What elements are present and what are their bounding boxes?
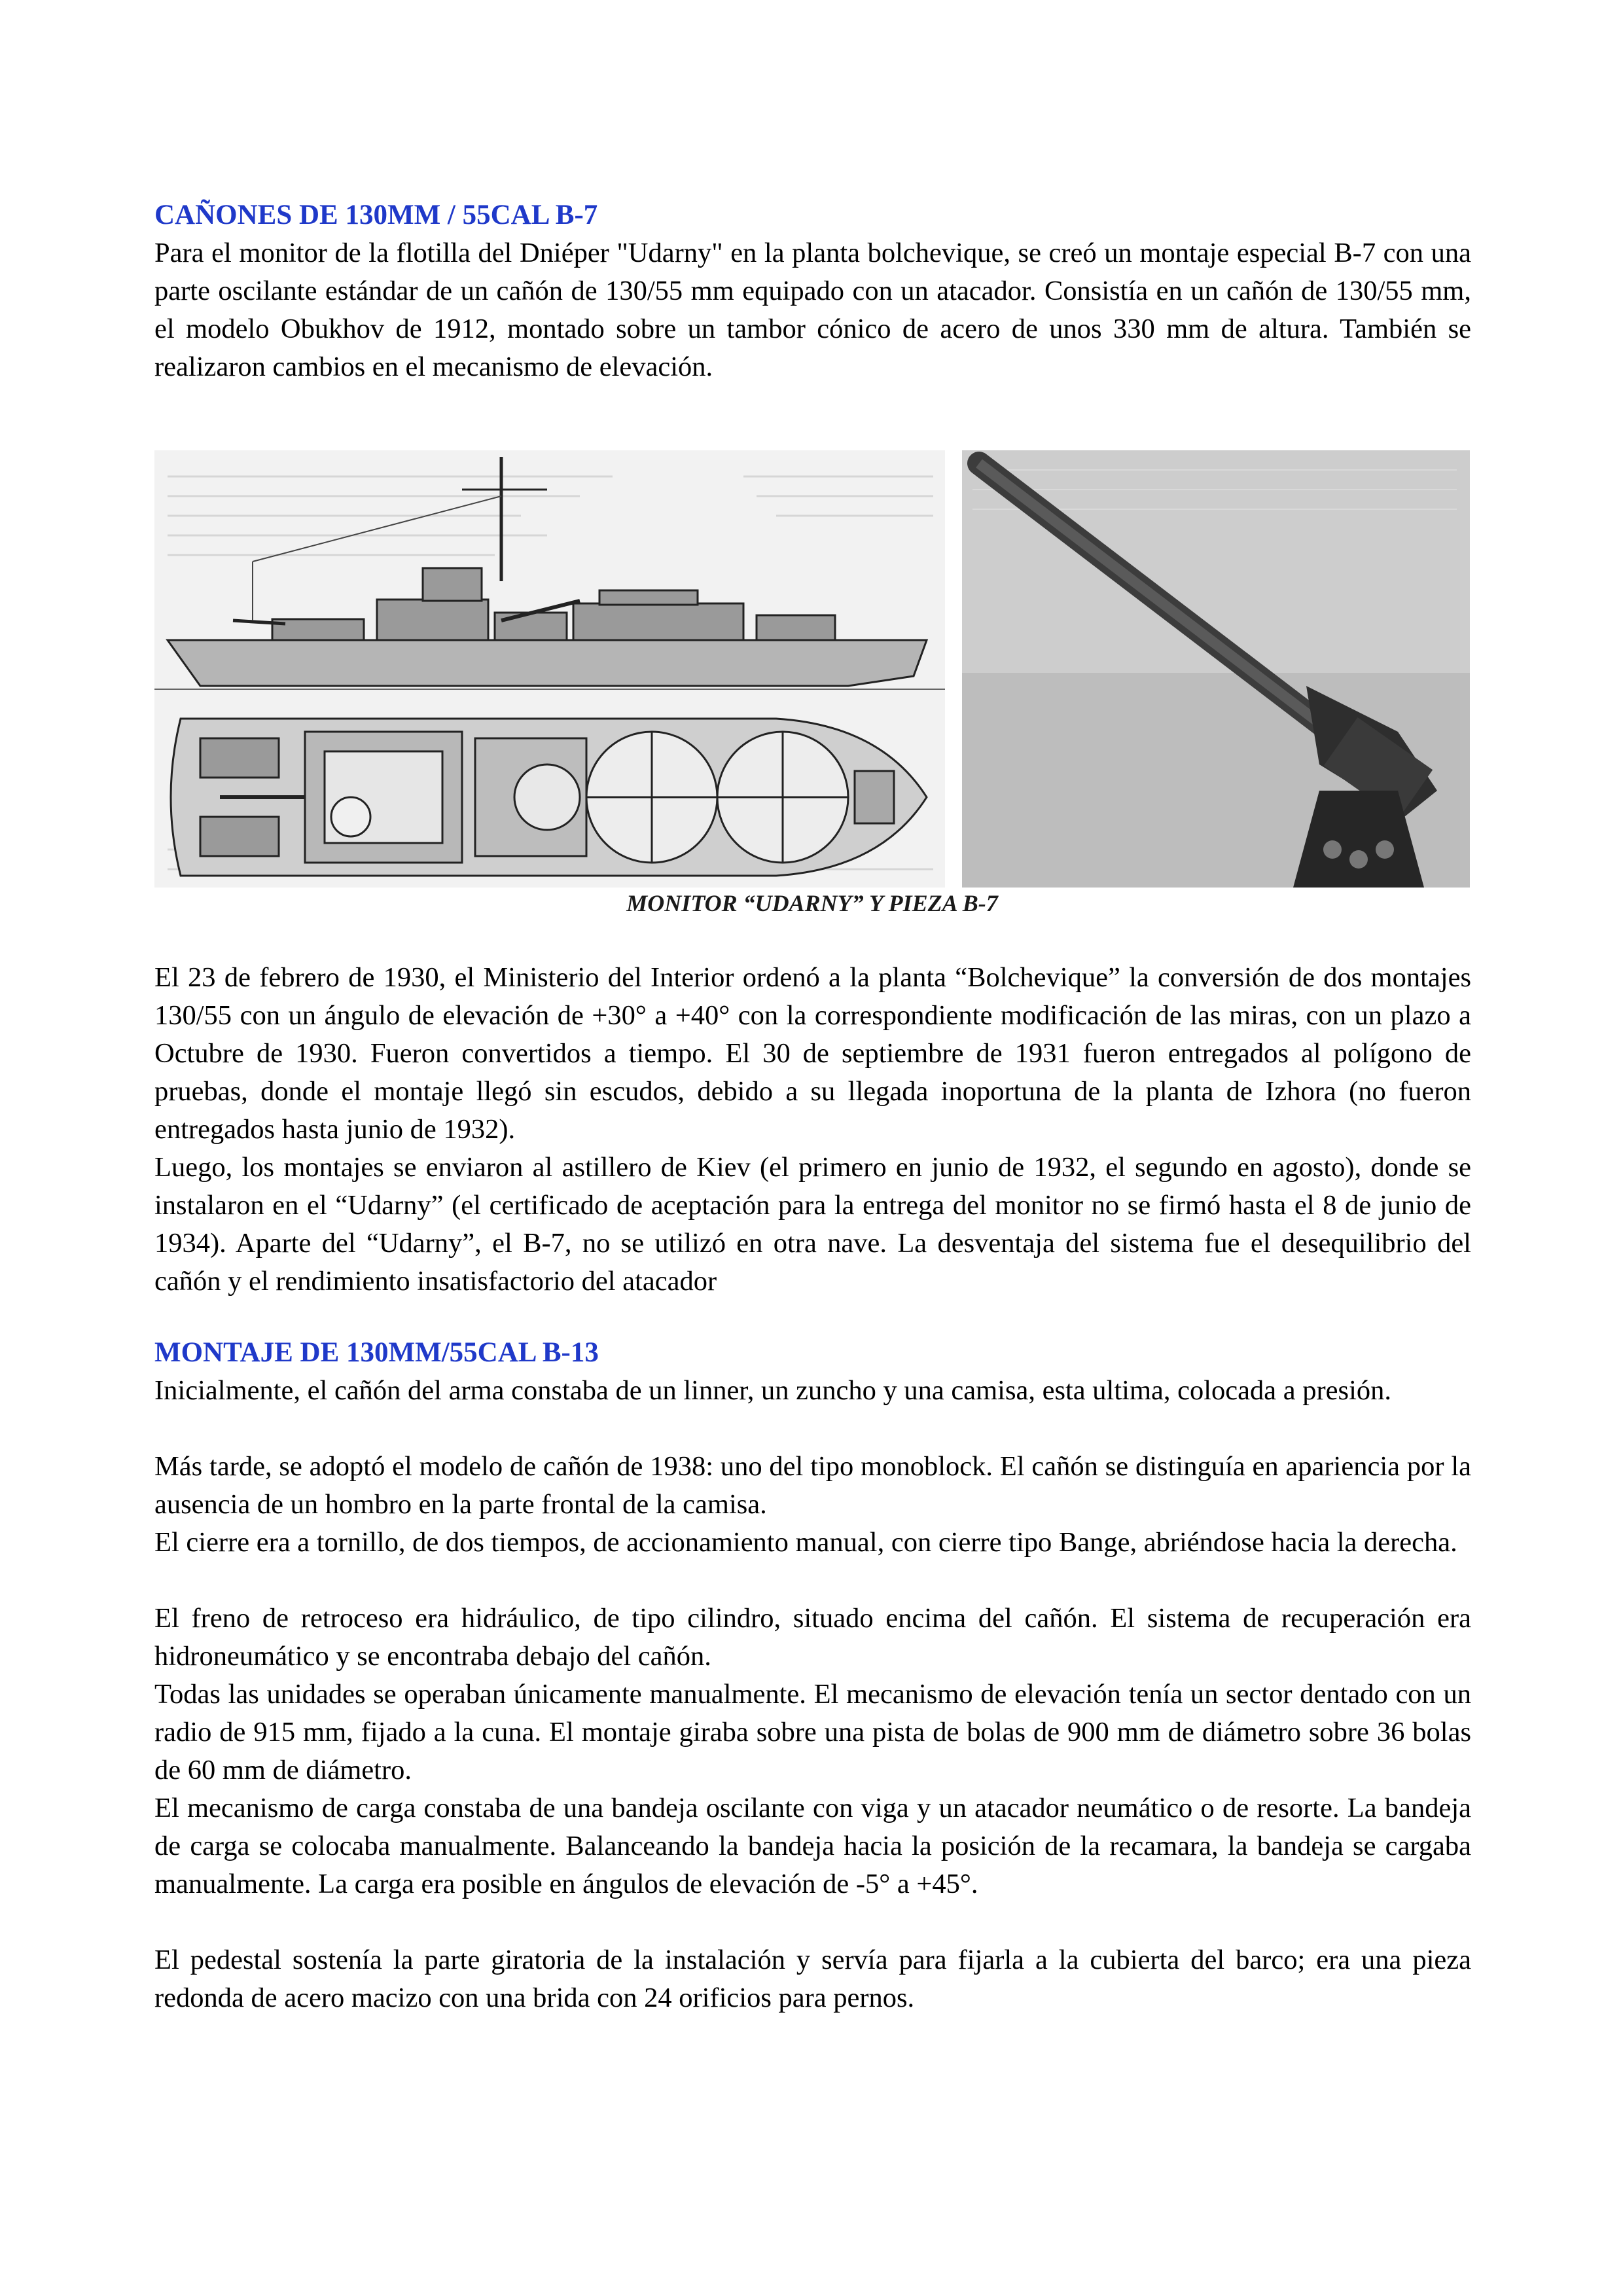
b13-paragraph-6: El mecanismo de carga constaba de una bandeja oscilante con viga y un atacador neumático o de resorte. La bandeja de carga se colocaba manualmente. Balanceando la bandeja hacia la posición de la recamara, la bandeja se cargaba manualmente. La carga era posible en ángulos de elevación de -5° a +45°. bbox=[154, 1793, 1471, 1899]
paragraph-kiev: Luego, los montajes se enviaron al astillero de Kiev (el primero en junio de 1932, el segundo en agosto), donde se instalaron en el “Udarny” (el certificado de aceptación para la entrega del monitor no se firmó hasta el 8 de junio de 1934). Aparte del “Udarny”, el B-7, no se utilizó en otra nave. La desventaja del sistema fue el desequilibrio del cañón y el rendimiento insatisfactorio del atacador bbox=[154, 1152, 1471, 1297]
intro-paragraph-b7: Para el monitor de la flotilla del Dniéper "Udarny" en la planta bolchevique, se creó un montaje especial B-7 con una parte oscilante estándar de un cañón de 130/55 mm equipado con un atacador. Consistía en un cañón de 130/55 mm, el modelo Obukhov de 1912, montado sobre un tambor cónico de acero de unos 330 mm de altura. También se realizaron cambios en el mecanismo de elevación. bbox=[154, 238, 1471, 382]
b13-paragraph-7: El pedestal sostenía la parte giratoria de la instalación y servía para fijarla a la cubierta del barco; era una pieza redonda de acero macizo con una brida con 24 orificios para pernos. bbox=[154, 1945, 1471, 2013]
figure-caption: MONITOR “UDARNY” Y PIEZA B-7 bbox=[626, 890, 998, 916]
figure-monitor-and-gun bbox=[154, 450, 1470, 888]
monitor-udarny-drawing bbox=[154, 450, 945, 888]
section-heading-b7: CAÑONES DE 130MM / 55CAL B-7 bbox=[154, 200, 598, 230]
paragraph-conversion: El 23 de febrero de 1930, el Ministerio del Interior ordenó a la planta “Bolchevique” la conversión de dos montajes 130/55 con un ángulo de elevación de +30° a +40° con la correspondiente modificación de las miras, con un plazo a Octubre de 1930. Fueron convertidos a tiempo. El 30 de septiembre de 1931 fueron entregados al polígono de pruebas, donde el montaje llegó sin escudos, debido a su llegada inoportuna de la planta de Izhora (no fueron entregados hasta junio de 1932). bbox=[154, 962, 1471, 1145]
section-heading-b13: MONTAJE DE 130MM/55CAL B-13 bbox=[154, 1337, 599, 1368]
b13-paragraph-3: El cierre era a tornillo, de dos tiempos, de accionamiento manual, con cierre tipo Bange, abriéndose hacia la derecha. bbox=[154, 1527, 1457, 1558]
b7-gun-photo bbox=[962, 450, 1470, 888]
b13-paragraph-5: Todas las unidades se operaban únicamente manualmente. El mecanismo de elevación tenía un sector dentado con un radio de 915 mm, fijado a la cuna. El montaje giraba sobre una pista de bolas de 900 mm de diámetro sobre 36 bolas de 60 mm de diámetro. bbox=[154, 1679, 1471, 1785]
b13-paragraph-1: Inicialmente, el cañón del arma constaba de un linner, un zuncho y una camisa, esta ultima, colocada a presión. bbox=[154, 1375, 1392, 1406]
b13-paragraph-4: El freno de retroceso era hidráulico, de tipo cilindro, situado encima del cañón. El sistema de recuperación era hidroneumático y se encontraba debajo del cañón. bbox=[154, 1603, 1471, 1672]
b13-paragraph-2: Más tarde, se adoptó el modelo de cañón de 1938: uno del tipo monoblock. El cañón se distinguía en apariencia por la ausencia de un hombro en la parte frontal de la camisa. bbox=[154, 1451, 1471, 1520]
